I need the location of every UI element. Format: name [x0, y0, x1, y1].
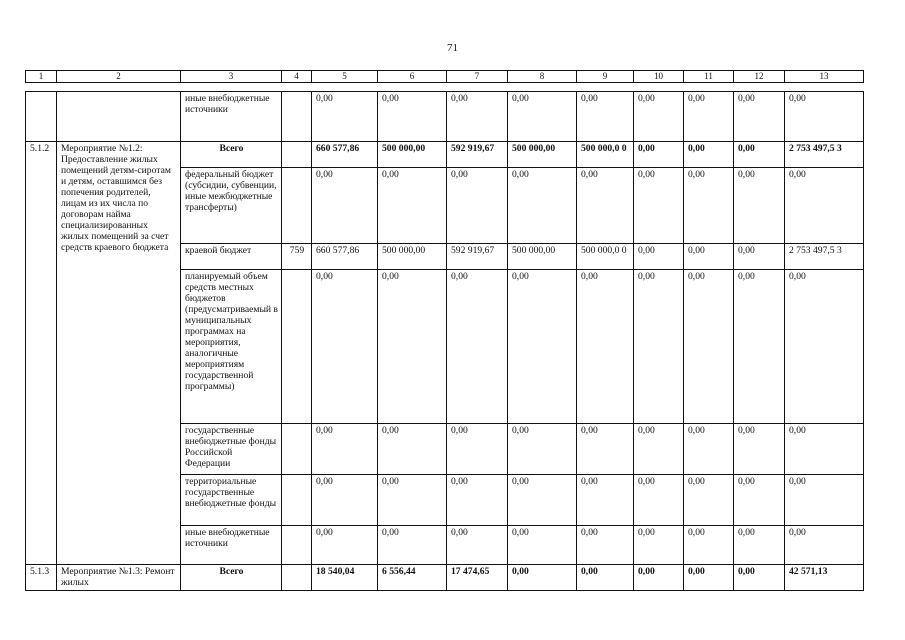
code-cell: [282, 92, 312, 142]
value-cell: 0,00: [785, 526, 864, 565]
value-cell: 0,00: [734, 142, 785, 168]
value-cell: 0,00: [577, 168, 634, 244]
value-cell: 0,00: [634, 270, 684, 424]
value-cell: 0,00: [508, 424, 577, 475]
value-cell: 0,00: [684, 424, 734, 475]
row-name: Мероприятие №1.2: Предоставление жилых помещений детям-сиротам и детям, оставшимся без попечения родителей, лицам из их числа по договорам найма специализированных жилых помещений за счет средств краевого бюджета: [57, 142, 181, 565]
code-cell: [282, 526, 312, 565]
value-cell: 0,00: [447, 270, 508, 424]
row-name: [57, 92, 181, 142]
value-cell: 0,00: [634, 475, 684, 526]
value-cell: 0,00: [634, 168, 684, 244]
value-cell: 592 919,67: [447, 142, 508, 168]
column-number: 7: [447, 71, 508, 83]
value-cell: 0,00: [684, 168, 734, 244]
value-cell: 0,00: [378, 424, 447, 475]
funding-source: иные внебюджетные источники: [181, 526, 282, 565]
value-cell: 0,00: [634, 244, 684, 270]
value-cell: 0,00: [634, 92, 684, 142]
value-cell: 0,00: [577, 270, 634, 424]
value-cell: 0,00: [684, 475, 734, 526]
column-number: 10: [634, 71, 684, 83]
value-cell: 0,00: [312, 424, 378, 475]
value-cell: 2 753 497,5 3: [785, 244, 864, 270]
funding-source: государственные внебюджетные фонды Российской Федерации: [181, 424, 282, 475]
value-cell: 500 000,00: [378, 244, 447, 270]
value-cell: 0,00: [785, 92, 864, 142]
value-cell: 0,00: [785, 475, 864, 526]
value-cell: 660 577,86: [312, 244, 378, 270]
column-number: 2: [57, 71, 181, 83]
code-cell: [282, 565, 312, 591]
value-cell: 0,00: [577, 526, 634, 565]
column-number: 13: [785, 71, 864, 83]
row-id: [26, 92, 57, 142]
value-cell: 0,00: [734, 526, 785, 565]
value-cell: 6 556,44: [378, 565, 447, 591]
value-cell: 0,00: [684, 92, 734, 142]
value-cell: 0,00: [577, 475, 634, 526]
value-cell: 0,00: [634, 565, 684, 591]
value-cell: 0,00: [577, 565, 634, 591]
code-cell: [282, 424, 312, 475]
value-cell: 0,00: [684, 526, 734, 565]
code-cell: [282, 475, 312, 526]
value-cell: 0,00: [508, 270, 577, 424]
value-cell: 0,00: [508, 526, 577, 565]
funding-source: планируемый объем средств местных бюджетов (предусматриваемый в муниципальных программах на мероприятия, аналогичные мероприятиям государственной программы): [181, 270, 282, 424]
value-cell: 0,00: [447, 526, 508, 565]
value-cell: 0,00: [378, 475, 447, 526]
column-number: 3: [181, 71, 282, 83]
column-number: 6: [378, 71, 447, 83]
column-header-table: [25, 70, 864, 83]
funding-source: территориальные государственные внебюджетные фонды: [181, 475, 282, 526]
value-cell: 0,00: [378, 526, 447, 565]
value-cell: 0,00: [378, 270, 447, 424]
value-cell: 18 540,04: [312, 565, 378, 591]
value-cell: 0,00: [684, 244, 734, 270]
value-cell: 0,00: [378, 92, 447, 142]
table-row: [26, 142, 864, 168]
value-cell: 500 000,00: [378, 142, 447, 168]
value-cell: 2 753 497,5 3: [785, 142, 864, 168]
funding-source: Всего: [181, 142, 282, 168]
value-cell: 0,00: [447, 92, 508, 142]
table-row: [26, 565, 864, 591]
funding-source: краевой бюджет: [181, 244, 282, 270]
column-number: 1: [26, 71, 57, 83]
value-cell: 0,00: [734, 475, 785, 526]
code-cell: [282, 168, 312, 244]
code-cell: [282, 142, 312, 168]
page-number: 71: [447, 42, 458, 54]
value-cell: 42 571,13: [785, 565, 864, 591]
value-cell: 17 474,65: [447, 565, 508, 591]
value-cell: 0,00: [312, 526, 378, 565]
value-cell: 0,00: [508, 168, 577, 244]
value-cell: 0,00: [734, 565, 785, 591]
value-cell: 0,00: [785, 270, 864, 424]
funding-source: иные внебюджетные источники: [181, 92, 282, 142]
value-cell: 0,00: [634, 142, 684, 168]
value-cell: 0,00: [734, 168, 785, 244]
column-number: 12: [734, 71, 785, 83]
table-row: [26, 92, 864, 142]
column-number: 11: [684, 71, 734, 83]
value-cell: 0,00: [312, 168, 378, 244]
value-cell: 0,00: [734, 270, 785, 424]
row-id: 5.1.2: [26, 142, 57, 565]
column-number: 4: [282, 71, 312, 83]
value-cell: 500 000,00: [508, 142, 577, 168]
value-cell: 0,00: [447, 424, 508, 475]
value-cell: 500 000,00: [508, 244, 577, 270]
value-cell: 0,00: [684, 565, 734, 591]
value-cell: 0,00: [378, 168, 447, 244]
value-cell: 500 000,0 0: [577, 244, 634, 270]
row-id: 5.1.3: [26, 565, 57, 591]
value-cell: 0,00: [785, 424, 864, 475]
value-cell: 0,00: [684, 270, 734, 424]
value-cell: 0,00: [508, 475, 577, 526]
value-cell: 0,00: [508, 92, 577, 142]
funding-source: федеральный бюджет (субсидии, субвенции, иные межбюджетные трансферты): [181, 168, 282, 244]
column-number: 5: [312, 71, 378, 83]
column-number: 8: [508, 71, 577, 83]
value-cell: 0,00: [785, 168, 864, 244]
value-cell: 0,00: [734, 424, 785, 475]
funding-source: Всего: [181, 565, 282, 591]
value-cell: 0,00: [447, 168, 508, 244]
code-cell: [282, 270, 312, 424]
value-cell: 0,00: [684, 142, 734, 168]
column-number-row: [26, 71, 864, 83]
value-cell: 0,00: [577, 92, 634, 142]
value-cell: 660 577,86: [312, 142, 378, 168]
value-cell: 0,00: [312, 270, 378, 424]
budget-table: [25, 91, 864, 591]
value-cell: 500 000,0 0: [577, 142, 634, 168]
value-cell: 0,00: [734, 244, 785, 270]
code-cell: 759: [282, 244, 312, 270]
value-cell: 0,00: [734, 92, 785, 142]
value-cell: 0,00: [508, 565, 577, 591]
value-cell: 0,00: [634, 424, 684, 475]
column-number: 9: [577, 71, 634, 83]
value-cell: 0,00: [634, 526, 684, 565]
value-cell: 592 919,67: [447, 244, 508, 270]
value-cell: 0,00: [312, 475, 378, 526]
value-cell: 0,00: [312, 92, 378, 142]
value-cell: 0,00: [577, 424, 634, 475]
row-name: Мероприятие №1.3: Ремонт жилых: [57, 565, 181, 591]
value-cell: 0,00: [447, 475, 508, 526]
